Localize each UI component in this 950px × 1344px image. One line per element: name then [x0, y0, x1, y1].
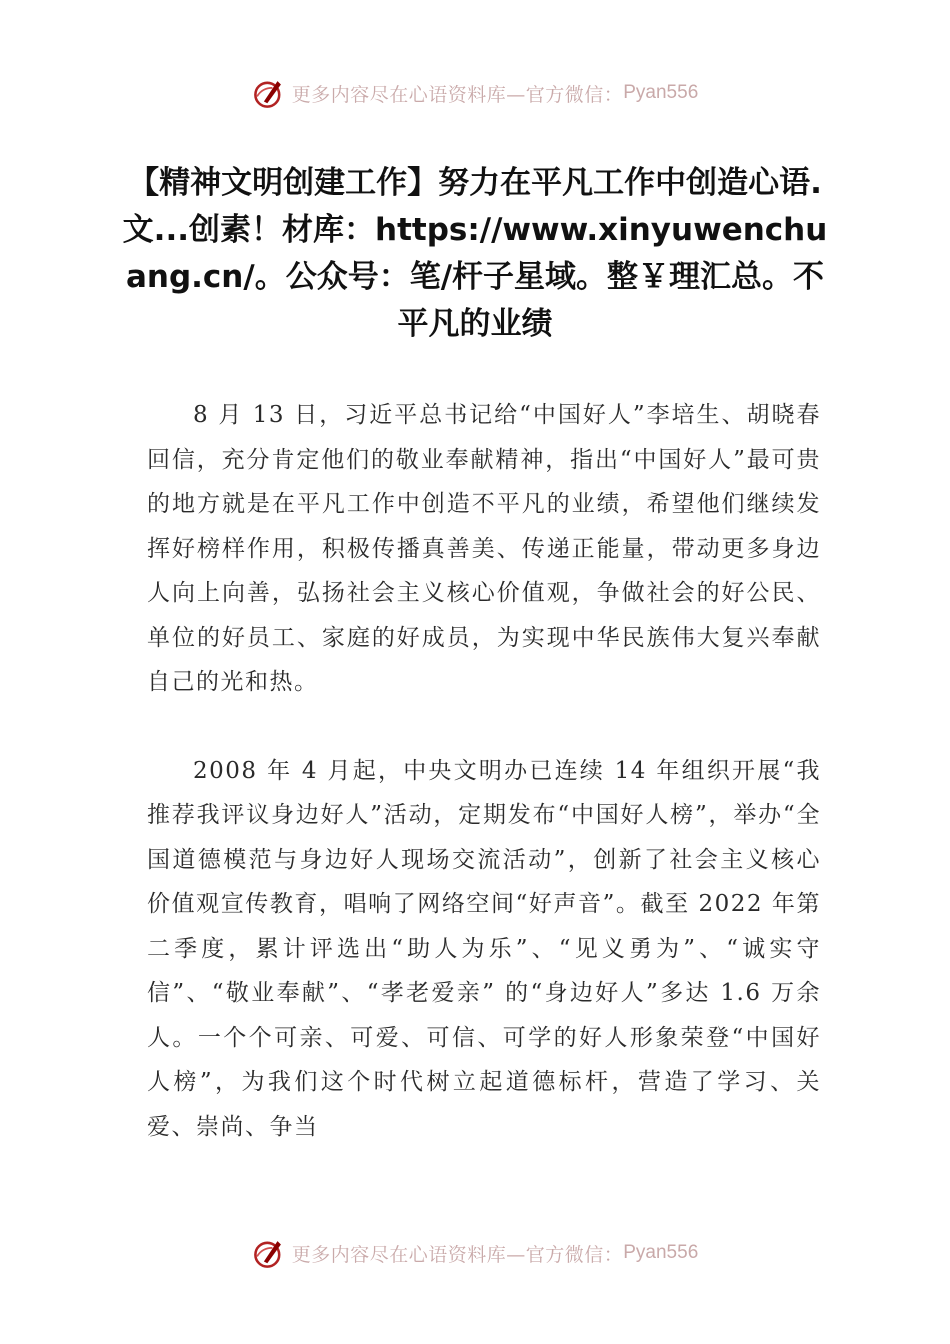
wechat-id: Pyan556: [623, 1242, 699, 1263]
banner-text: 更多内容尽在心语资料库—官方微信：: [291, 1243, 624, 1266]
paragraph: 2008 年 4 月起，中央文明办已连续 14 年组织开展“我推荐我评议身边好人”活动，定期发布“中国好人榜”，举办“全国道德模范与身边好人现场交流活动”，创新了社会主义核心价值观宣传教育，唱响了网络空间“好声音”。截至 2022 年第二季度，累计评选出“助人为乐”、“见义勇为”、“诚实守信”、“敬业奉献”、“孝老爱亲” 的“身边好人”多达 1.6 万余人。一个个可亲、可爱、可信、可学的好人形象荣登“中国好人榜”，为我们这个时代树立起道德标杆，营造了学习、关爱、崇尚、争当: [147, 757, 821, 1140]
banner-text: 更多内容尽在心语资料库—官方微信：: [291, 83, 624, 106]
pen-nib-logo-icon: [252, 76, 286, 110]
footer-banner: [0, 1230, 950, 1276]
paragraph: 8 月 13 日，习近平总书记给“中国好人”李培生、胡晓春回信，充分肯定他们的敬业奉献精神，指出“中国好人”最可贵的地方就是在平凡工作中创造不平凡的业绩，希望他们继续发挥好榜样作用，积极传播真善美、传递正能量，带动更多身边人向上向善，弘扬社会主义核心价值观，争做社会的好公民、单位的好员工、家庭的好成员，为实现中华民族伟大复兴奉献自己的光和热。: [147, 402, 821, 695]
document-title: 【精神文明创建工作】努力在平凡工作中创造心语.文...创素！材库：https://www.xinyuwenchuang.cn/。公众号：笔/杆子星域。整￥理汇总。不平凡的业绩: [122, 165, 828, 342]
document-body: [147, 393, 821, 1149]
pen-nib-logo-icon: [252, 1236, 286, 1270]
wechat-id: Pyan556: [623, 82, 699, 103]
header-banner: [0, 70, 950, 116]
